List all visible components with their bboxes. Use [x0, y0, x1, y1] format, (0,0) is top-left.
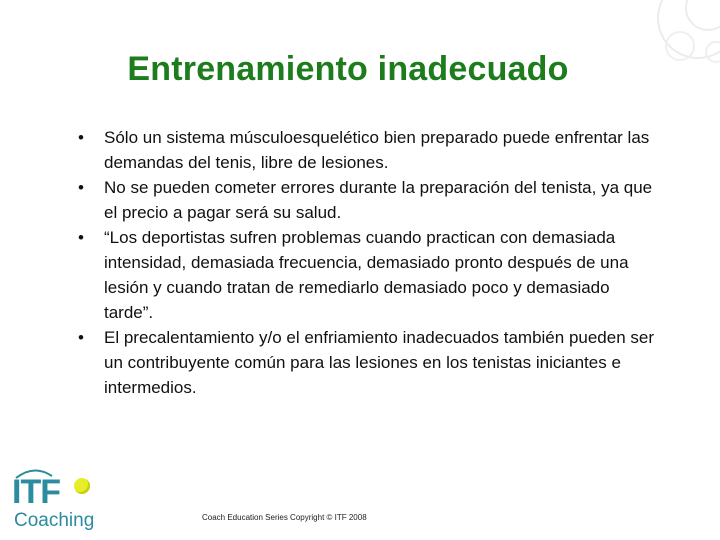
- bullet-icon: •: [78, 328, 84, 347]
- bullet-item: [78, 175, 663, 225]
- bullet-item: [78, 325, 663, 400]
- bullet-icon: •: [78, 128, 84, 147]
- bullet-item: [78, 125, 663, 175]
- bullet-item: [78, 225, 663, 325]
- tennis-ball-icon: [74, 478, 90, 494]
- bullet-list: [78, 125, 663, 400]
- bullet-text: No se pueden cometer errores durante la preparación del tenista, ya que el precio a pagar será su salud.: [104, 178, 653, 222]
- itf-coaching-logo: [12, 474, 104, 536]
- slide-title: Entrenamiento inadecuado: [127, 50, 569, 88]
- logo-itf-text: ITF: [12, 473, 60, 511]
- bullet-text: “Los deportistas sufren problemas cuando practican con demasiada intensidad, demasiada frecuencia, demasiado pronto después de una lesión y cuando tratan de remediarlo demasiado poco y demasiado tarde”.: [104, 228, 629, 322]
- bullet-text: El precalentamiento y/o el enfriamiento inadecuados también pueden ser un contribuyente común para las lesiones en los tenistas iniciantes e intermedios.: [104, 328, 655, 397]
- bullet-icon: •: [78, 178, 84, 197]
- bullet-icon: •: [78, 228, 84, 247]
- logo-coaching-text: Coaching: [14, 510, 95, 531]
- footer-copyright: Coach Education Series Copyright © ITF 2008: [202, 513, 367, 522]
- bullet-text: Sólo un sistema músculoesquelético bien preparado puede enfrentar las demandas del tenis, libre de lesiones.: [104, 128, 650, 172]
